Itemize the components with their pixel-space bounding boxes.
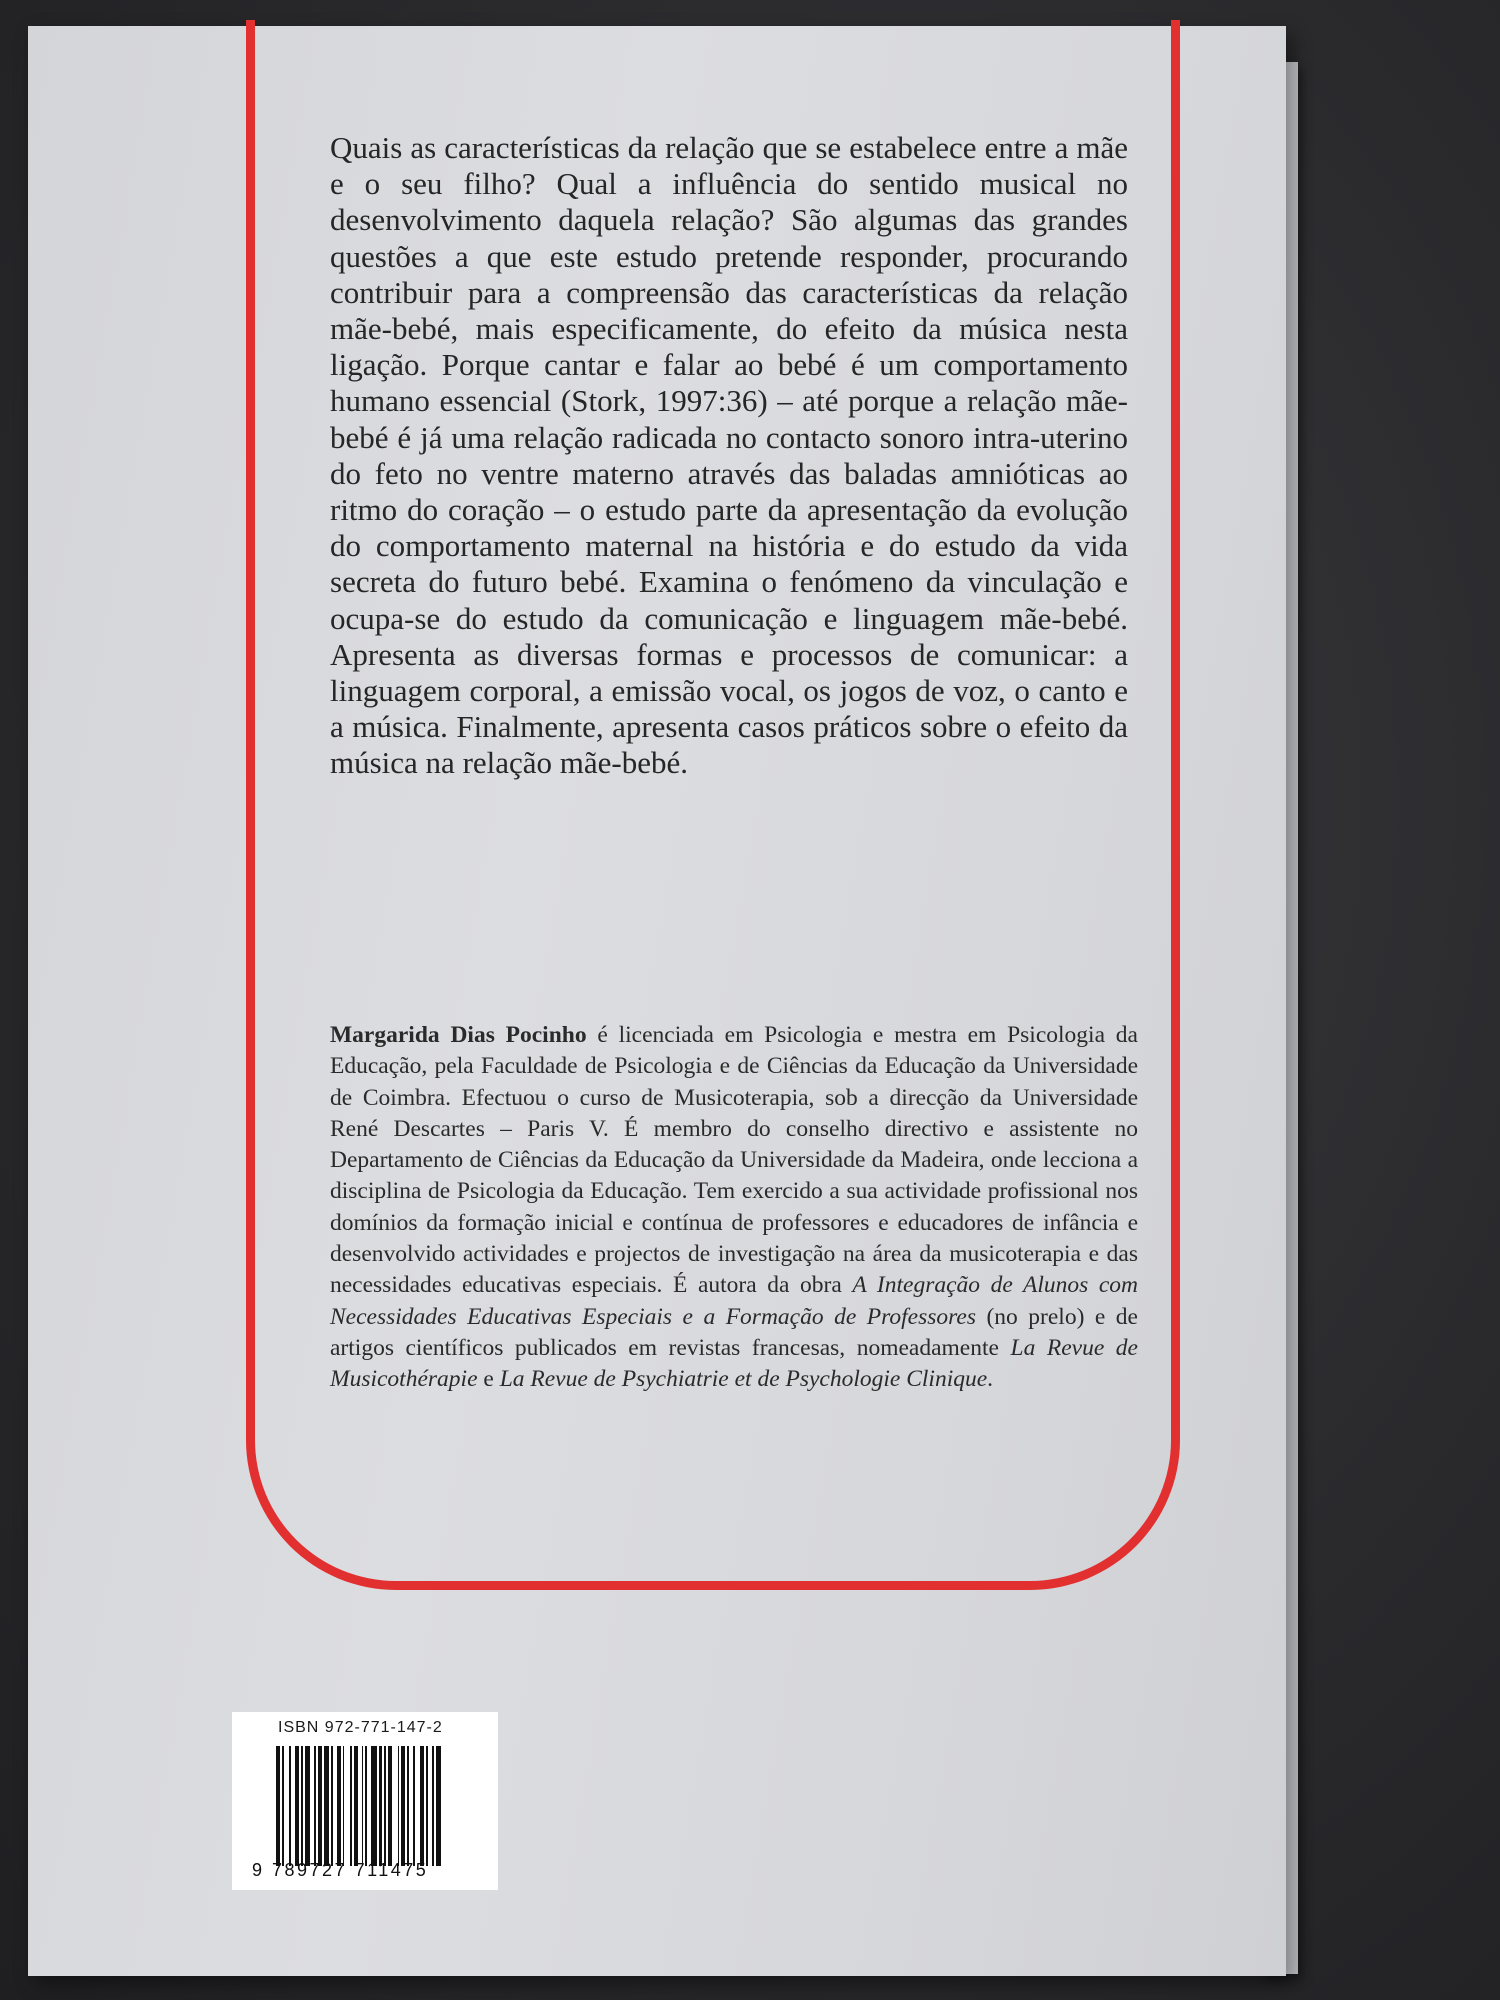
barcode-bar	[354, 1746, 358, 1866]
barcode-bar	[362, 1746, 364, 1866]
barcode-bar	[305, 1746, 311, 1866]
barcode-bar	[365, 1746, 367, 1866]
barcode-bar	[379, 1746, 383, 1866]
bio-text-3: e	[477, 1366, 500, 1393]
barcode-bar	[331, 1746, 333, 1866]
barcode-bar	[432, 1746, 434, 1866]
book-title: A Integração de Alunos com Necessidades Educativas Especiais e a Formação de Professores	[330, 1272, 1138, 1330]
barcode-bar	[371, 1746, 377, 1866]
blurb-text: Quais as características da relação que se estabelece entre a mãe e o seu filho? Qual a influência do sentido musical no desenvolvimento daquela relação? São algumas das grandes questões a que este estudo pretende responder, procurando contribuir para a compreensão das características da relação mãe-bebé, mais especificamente, do efeito da música nesta ligação. Porque cantar e falar ao bebé é um comportamento humano essencial (Stork, 1997:36) – até porque a relação mãe-bebé é já uma relação radicada no contacto sonoro intra-uterino do feto no ventre materno através das baladas amnióticas ao ritmo do coração – o estudo parte da apresentação da evolução do comportamento maternal na história e do estudo da vida secreta do futuro bebé. Examina o fenómeno da vinculação e ocupa-se do estudo da comunicação e linguagem mãe-bebé. Apresenta as diversas formas e processos de comunicar: a linguagem corporal, a emissão vocal, os jogos de voz, o canto e a música. Finalmente, apresenta casos práticos sobre o efeito da música na relação mãe-bebé.	[330, 130, 1128, 781]
author-name: Margarida Dias Pocinho	[330, 1022, 587, 1048]
barcode-bar	[314, 1746, 316, 1866]
barcode-bar	[301, 1746, 303, 1866]
barcode-bar	[420, 1746, 424, 1866]
bio-text-1: é licenciada em Psicologia e mestra em Psicologia da Educação, pela Faculdade de Psicologia e de Ciências da Educação da Universidade de Coimbra. Efectuou o curso de Musicoterapia, sob a direcção da Universidade René Descartes – Paris V. É membro do conselho directivo e assistente no Departamento de Ciências da Educação da Universidade da Madeira, onde lecciona a disciplina de Psicologia da Educação. Tem exercido a sua actividade profissional nos domínios da formação inicial e contínua de professores e educadores de infância e desenvolvido actividades e projectos de investigação na área da musicoterapia e das necessidades educativas especiais. É autora da obra	[330, 1022, 1138, 1299]
barcode-bars	[276, 1746, 484, 1866]
author-bio	[330, 1020, 1138, 1396]
barcode-bar	[401, 1746, 405, 1866]
barcode-bar	[398, 1746, 400, 1866]
barcode-bar	[343, 1746, 345, 1866]
barcode-bar	[324, 1746, 330, 1866]
barcode-bar	[295, 1746, 299, 1866]
barcode-bar	[289, 1746, 291, 1866]
barcode-bar	[350, 1746, 352, 1866]
barcode-bar	[384, 1746, 386, 1866]
barcode-bar	[276, 1746, 280, 1866]
bio-text-2: (no prelo) e de artigos científicos publicados em revistas francesas, nomeadamente	[330, 1303, 1138, 1361]
barcode-bar	[337, 1746, 341, 1866]
barcode-bar	[388, 1746, 392, 1866]
barcode-box	[232, 1712, 498, 1890]
barcode-bar	[413, 1746, 415, 1866]
isbn-label: ISBN 972-771-147-2	[278, 1719, 443, 1736]
barcode-bar	[282, 1746, 284, 1866]
bio-text-4: .	[987, 1366, 994, 1393]
journal-title-2: La Revue de Psychiatrie et de Psychologie Clinique	[499, 1366, 988, 1393]
barcode-bar	[318, 1746, 322, 1866]
barcode-bar	[436, 1746, 442, 1866]
barcode-digits: 9 789727 711475	[252, 1860, 429, 1880]
barcode-bar	[426, 1746, 428, 1866]
journal-title-1: La Revue de Musicothérapie	[330, 1334, 1138, 1393]
barcode-bar	[407, 1746, 409, 1866]
